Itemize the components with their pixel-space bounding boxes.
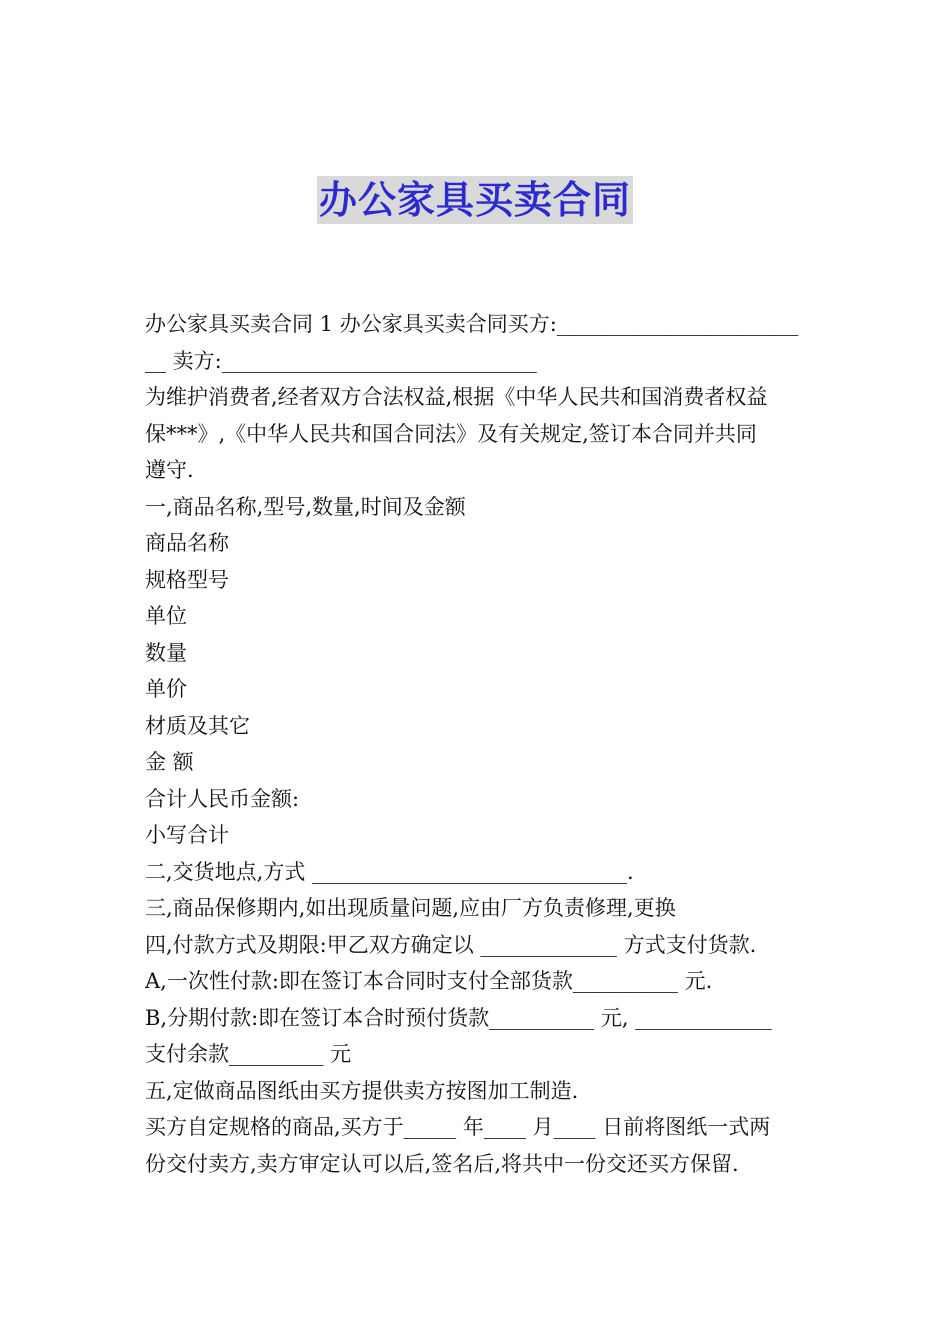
body-line: 买方自定规格的商品,买方于_____ 年____ 月____ 日前将图纸一式两 [145,1115,771,1139]
body-line: 材质及其它 [145,713,250,738]
body-line: 合计人民币金额: [145,786,300,811]
section-heading-2: 二,交货地点,方式 ______________________________. [145,859,634,884]
body-line: 支付余款_________ 元 [145,1042,352,1066]
document-title: 办公家具买卖合同 [318,178,631,222]
section-heading-4: 四,付款方式及期限:甲乙双方确定以 _____________ 方式支付货款. [145,932,757,957]
body-line: 数量 [145,640,187,665]
section-heading-3: 三,商品保修期内,如出现质量问题,应由厂方负责修理,更换 [145,896,676,920]
body-line: __ 卖方:______________________________ [145,348,537,373]
body-line: 商品名称 [145,531,229,555]
body-line: 份交付卖方,卖方审定认可以后,签名后,将共中一份交还买方保留. [145,1151,739,1176]
body-line: 小写合计 [145,823,229,847]
body-line: 单价 [145,677,187,701]
section-heading-1: 一,商品名称,型号,数量,时间及金额 [145,494,466,519]
title-container [0,176,950,224]
body-line: 保***》,《中华人民共和国合同法》及有关规定,签订本合同并共同 [145,421,757,446]
document-body [145,306,810,1182]
body-line: 遵守. [145,458,194,482]
body-line: 单位 [145,604,187,628]
body-line: A,一次性付款:即在签订本合同时支付全部货款__________ 元. [145,969,713,993]
section-heading-5: 五,定做商品图纸由买方提供卖方按图加工制造. [145,1078,579,1103]
body-line: 金 额 [145,750,194,774]
body-line: 规格型号 [145,567,229,592]
body-line: 为维护消费者,经者双方合法权益,根据《中华人民共和国消费者权益 [145,385,768,409]
body-line: B,分期付款:即在签订本合时预付货款__________ 元, _____________ [145,1005,772,1030]
body-line: 办公家具买卖合同 1 办公家具买卖合同买方:_______________________ [145,312,799,336]
